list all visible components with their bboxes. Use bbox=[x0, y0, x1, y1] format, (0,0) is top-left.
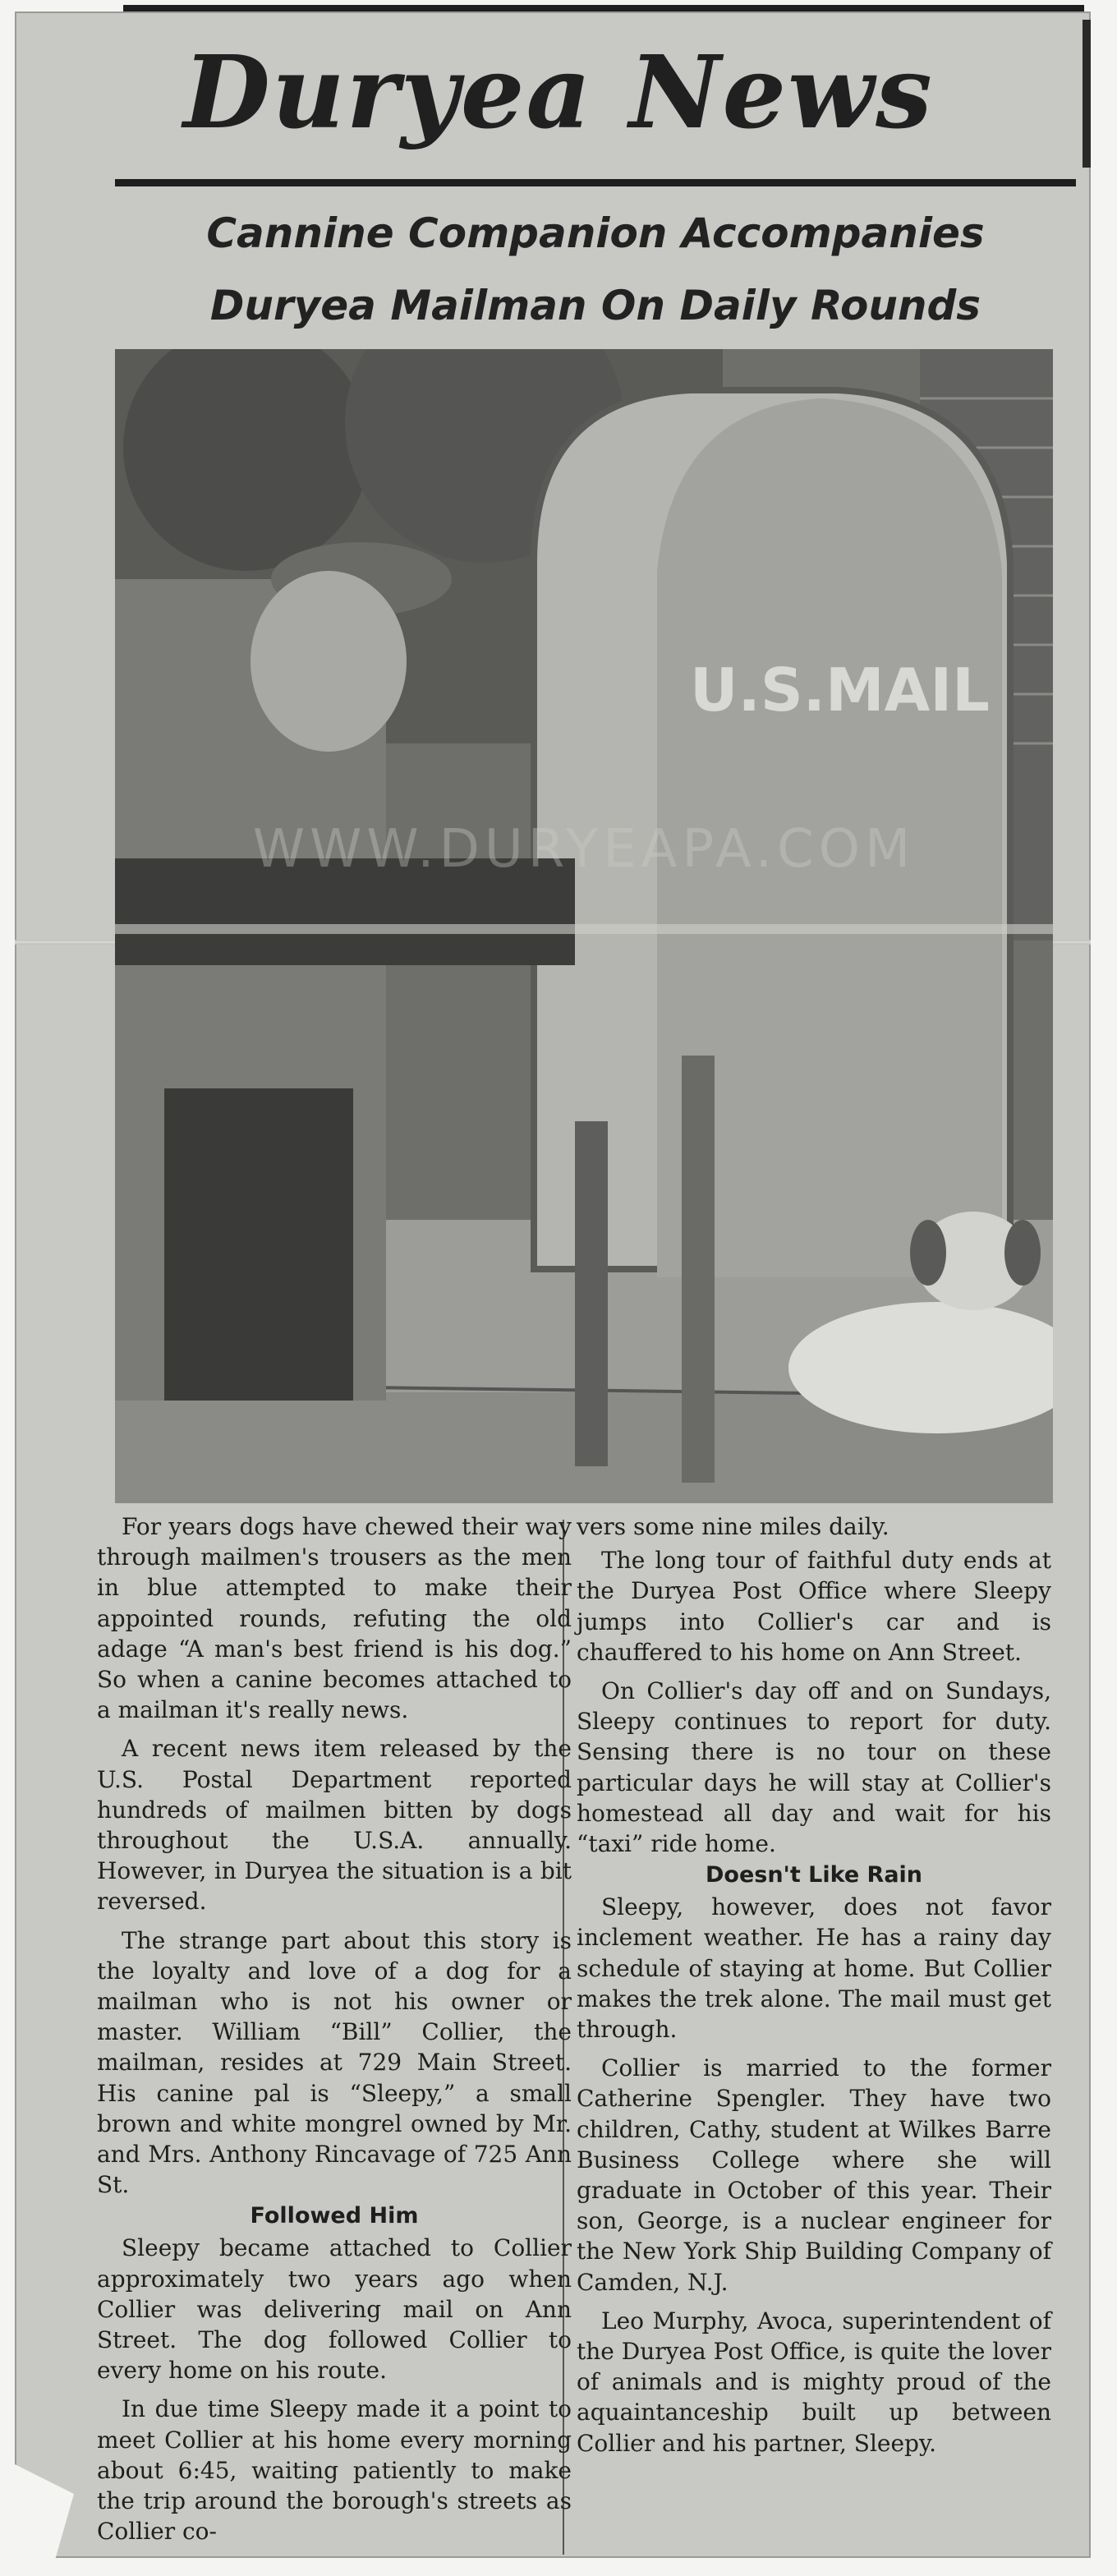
dog-ear bbox=[910, 1220, 946, 1286]
subheading-doesnt-like-rain: Doesn't Like Rain bbox=[705, 1862, 923, 1888]
subheading-followed-him: Followed Him bbox=[250, 2203, 419, 2229]
news-photo bbox=[115, 349, 1053, 1503]
masthead-title: Duryea News bbox=[183, 33, 934, 151]
dog-ear-2 bbox=[1004, 1220, 1041, 1286]
mailbox-leg-2 bbox=[682, 1056, 715, 1483]
article-paragraph: A recent news item released by the U.S. Postal Department reported hundreds of mailmen bitten by dogs throughout the U.S.A. annually. However, in Duryea the situation is a bit reversed. bbox=[97, 1735, 572, 1916]
article-paragraph: The strange part about this story is the loyalty and love of a dog for a mailman who is not his owner or master. William “Bill” Collier, the mailman, resides at 729 Main Street. His canine pal is “Sleepy,” a small brown and white mongrel owned by Mr. and Mrs. Anthony Rincavage of 725 Ann St. bbox=[97, 1926, 572, 2199]
mailman-head bbox=[251, 571, 407, 752]
mailbox-label: U.S.MAIL bbox=[690, 656, 991, 724]
mailman-legs bbox=[164, 1088, 353, 1401]
article-paragraph: Sleepy, however, does not favor inclement weather. He has a rainy day schedule of staying at home. But Collier makes the trek alone. The mail must get through. bbox=[577, 1893, 1051, 2044]
headline-line-1: Cannine Companion Accompanies bbox=[206, 209, 985, 257]
headline-line-2: Duryea Mailman On Daily Rounds bbox=[209, 282, 981, 329]
article-paragraph: The long tour of faithful duty ends at the Duryea Post Office where Sleepy jumps into Collier's car and is chauffered to his home on Ann Street. bbox=[577, 1547, 1051, 1666]
article-headline bbox=[115, 197, 1076, 342]
article-paragraph: Collier is married to the former Catherine Spengler. They have two children, Cathy, student at Wilkes Barre Business College where she will graduate in October of this year. Their son, George, is a nuclear engineer for the New York Ship Building Company of Camden, N.J. bbox=[577, 2054, 1051, 2296]
watermark-text: WWW.DURYEAPA.COM bbox=[252, 819, 916, 880]
fold-crease bbox=[115, 924, 1053, 934]
article-paragraph: On Collier's day off and on Sundays, Sleepy continues to report for duty. Sensing there is no tour on these particular days he will stay at Collier's homestead all day and wait for his “taxi” ride home. bbox=[577, 1677, 1051, 1858]
mailbox-leg bbox=[575, 1121, 608, 1466]
photo-illustration bbox=[115, 349, 1053, 1503]
article-column-left bbox=[97, 1511, 572, 2547]
article-paragraph: For years dogs have chewed their way through mailmen's trousers as the men in blue attempted to make their appointed rounds, refuting the old adage “A man's best friend is his dog.” So when a canine becomes attached to a mailman it's really news. bbox=[97, 1513, 572, 1724]
article-paragraph: Leo Murphy, Avoca, superintendent of the Duryea Post Office, is quite the lover of animals and is mighty proud of the aquaintanceship built up between Collier and his partner, Sleepy. bbox=[577, 2307, 1051, 2457]
article-column-right bbox=[577, 1511, 1051, 2459]
article-paragraph: Sleepy became attached to Collier approximately two years ago when Collier was delivering mail on Ann Street. The dog followed Collier to every home on his route. bbox=[97, 2234, 572, 2385]
masthead-rule bbox=[115, 179, 1076, 186]
article-paragraph: vers some nine miles daily. bbox=[577, 1513, 889, 1540]
top-rule bbox=[123, 5, 1084, 12]
article-paragraph: In due time Sleepy made it a point to meet Collier at his home every morning about 6:45, waiting patiently to make the trip around the borough's streets as Collier co- bbox=[97, 2395, 572, 2546]
